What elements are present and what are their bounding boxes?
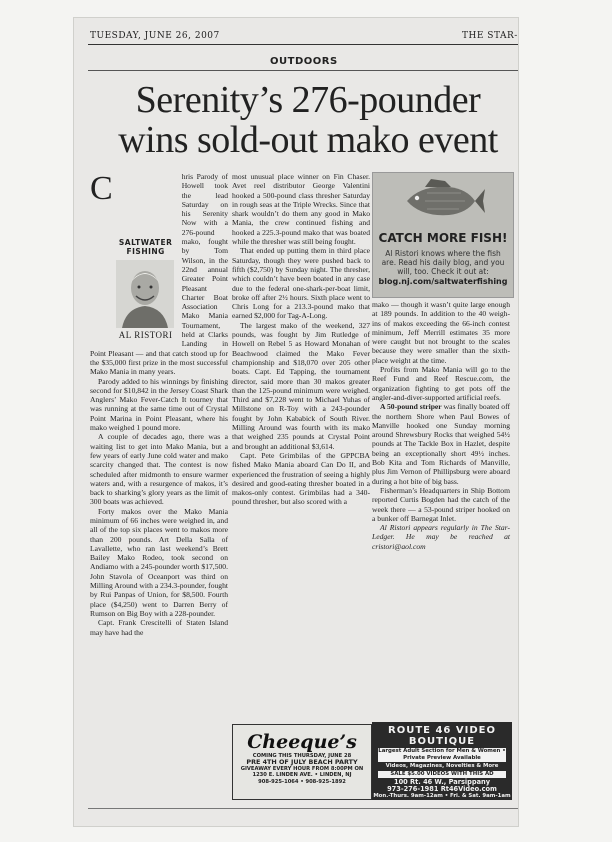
paragraph: Capt. Frank Crescitelli of Staten Island may have had the <box>90 618 228 637</box>
paragraph: most unusual place winner on Fin Chaser. Avet reel distributor George Valentini hooked a 500-pound class thresher Saturday in rough seas at the Triple Wrecks. Since that shark wouldn’t do them any good in Mako Mania, the crew continued fishing and hooked a 225.3-pound mako that was boated while the thresher was still being fought. <box>232 172 370 247</box>
ad-line: 908-925-1064 • 908-925-1892 <box>258 778 346 785</box>
section-rule <box>88 70 518 71</box>
top-rule <box>88 44 518 45</box>
promo-title: CATCH MORE FISH! <box>378 231 508 245</box>
article-column-1 <box>90 172 228 637</box>
drop-cap: C <box>90 170 113 207</box>
section-label: OUTDOORS <box>270 56 338 67</box>
paragraph: Profits from Mako Mania will go to the Reef Fund and Reef Rescue.com, the organization fighting to get pots off the angler-and-diver-supported artificial reefs. <box>372 365 510 402</box>
cheeques-logo: Cheeque’s <box>247 731 357 753</box>
bold-lead-in: A 50-pound striper <box>380 402 442 412</box>
promo-body: Al Ristori knows where the fish are. Read his daily blog, and you will, too. Check it out at: <box>381 249 505 276</box>
author-name: AL RISTORI <box>118 330 173 340</box>
paragraph: A couple of decades ago, there was a waiting list to get into Mako Mania, but a few years of early June cold water and mako scarcity changed that. The contest is now scheduled after midmonth to ensure warmer waters and, with a resurgence of makos, it’s back to sharking’s glory years as the limit of 300 boats was achieved. <box>90 432 228 507</box>
ad-line: Videos, Magazines, Novelties & More <box>385 763 499 769</box>
ad-line: SALE $5.00 VIDEOS WITH THIS AD <box>378 771 506 778</box>
article-column-2 <box>232 172 370 507</box>
author-photo-icon <box>116 260 174 328</box>
paragraph: Parody added to his winnings by finishing second for $10,842 in the Jersey Coast Shark Anglers’ Mako Fever-Catch It tourney that was running at the same time out of Crystal Point Marina in Point Pleasant, where his mako weighed 1 pound more. <box>90 376 228 433</box>
paper-name: THE STAR- <box>462 31 518 41</box>
paragraph: Fisherman’s Headquarters in Ship Bottom reported Curtis Bogden had the catch of the week there — a 53-pound striper hooked on a bunker off Barnegat Inlet. <box>372 485 510 523</box>
column-title-line1: SALTWATER <box>118 238 173 247</box>
ad-line: Mon.-Thurs. 9am-12am • Fri. & Sat. 9am-1am <box>373 793 511 799</box>
route46-video-ad <box>372 722 512 800</box>
page-date: TUESDAY, JUNE 26, 2007 <box>90 31 220 41</box>
blog-promo-box <box>372 172 514 298</box>
paragraph: Capt. Pete Grimbilas of the GPPCBA fished Mako Mania aboard Can Do II, and experienced the frustration of seeing a highly desired and good-eating thresher boated in a makos-only contest. Grimbilas had a 340-pound thresher, but also scored with a <box>232 450 370 507</box>
ad-line: 1230 E. LINDEN AVE. • LINDEN, NJ <box>252 772 352 779</box>
paragraph: Forty makos over the Mako Mania minimum of 66 inches were weighed in, and all of the top six places went to makos more than 200 pounds. Art Della Salla of Lavallette, who ran last weekend’s Brett Bailey Mako Rodeo, took second on Andiamo with a 245-pounder worth $17,500. John Stavola of Oceanport was third on Milling Around with a 234.3-pounder, fought by Rui Panpas of Union, for $8,500. Fourth place ($4,250) went to Darren Berry of Rumson on Big Boy with a 228-pounder. <box>90 506 228 618</box>
paragraph: The largest mako of the weekend, 327 pounds, was fought by Jim Rutledge of Howell on Rebel 5 as Howard Monahan of Beachwood claimed the Mako Fever championship and $18,070 over 205 other boats. Capt. Ed Tapping, the tournament director, said more than 30 makos greater than the 125-pound minimum were weighed. Third and $7,228 went to Michael Yuhas of Millstone on R-Toy with a 243-pounder fought by John Kababick of South River. Milling Around was fourth with its mako that weighed 235 pounds at Crystal Point and brought an additional $3,614. <box>232 320 370 451</box>
ad-title: BOUTIQUE <box>408 736 476 747</box>
fish-illustration-icon <box>401 179 485 223</box>
ad-line: GIVEAWAY EVERY HOUR FROM 8:00PM ON <box>240 765 364 772</box>
paragraph: mako — though it wasn’t quite large enough at 189 pounds. In addition to the 40 weigh-ins of makos exceeding the 66-inch contest minimum, Jeff Merrill estimates 35 more were caught but not brought to the scales because they were smaller than the sixth-place weight at the time. <box>372 300 510 365</box>
article-headline: Serenity’s 276-pounder wins sold-out mako event <box>118 79 498 161</box>
promo-url[interactable]: blog.nj.com/saltwaterfishing <box>378 277 508 286</box>
cheeques-ad <box>232 724 372 800</box>
ad-line: 100 Rt. 46 W., Parsippany <box>393 778 491 786</box>
ad-line: 973-276-1981 Rt46Video.com <box>387 785 497 793</box>
ad-title: ROUTE 46 VIDEO <box>388 725 496 736</box>
column-signature-box <box>116 176 176 340</box>
lead-paragraph: hris Parody of Howell took the lead Saturday on his Serenity Now with a 276-pound mako, fought by Tom Wilson, in the 22nd annual Greater Point Pleasant Charter Boat Association Mako Mania Tournament, held at Clarks Landing in Point Pleasant — and that catch stood up for the $35,000 first prize in the most successful Mako Mania in many years. <box>90 172 228 377</box>
ad-line: Largest Adult Section for Men & Women • Private Preview Available <box>378 748 506 761</box>
ad-line: PRE 4TH OF JULY BEACH PARTY <box>246 758 358 767</box>
paragraph: That ended up putting them in third place Saturday, though they were pushed back to fifth ($2,750) by Sunday night. The thresher, which couldn’t have been boated in any case due to the federal one-shark-per-boat limit, broke off after 2½ hours. Sixth place went to Chris Long for a 213.3-pound mako that earned $2,000 for Tag-A-Long. <box>232 246 370 321</box>
author-tagline: Al Ristori appears regularly in The Star-Ledger. He may be reached at cristori@aol.com <box>372 523 510 551</box>
paragraph: was finally boated off the northern Shore when Paul Bowes of Manville hooked one Sunday morning around Shrewsbury Rocks that weighed 54½ pounds at The Tackle Box in Hazlet, despite being an exceptionally short 49½ inches. Bob Kita and Tom Richards of Manville, plus Jim Vernon of Phillipsburg were aboard during a hot bite of big bass. <box>372 402 510 486</box>
article-column-3 <box>372 300 510 551</box>
ad-line: COMING THIS THURSDAY, JUNE 28 <box>252 753 352 759</box>
column-title-line2: FISHING <box>126 247 165 256</box>
bottom-rule <box>88 808 518 809</box>
